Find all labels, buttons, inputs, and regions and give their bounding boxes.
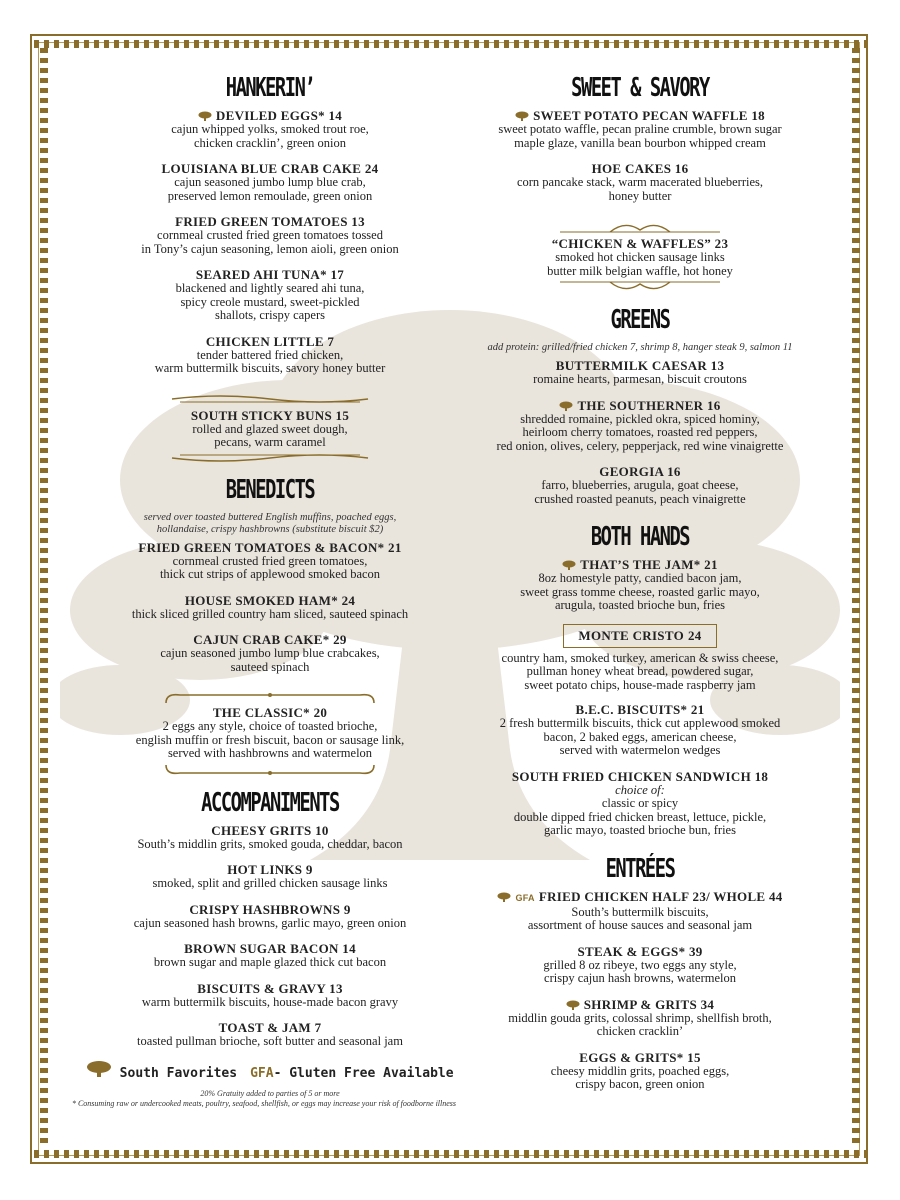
item-description: arugula, toasted brioche bun, fries	[554, 598, 726, 612]
item-description: tender battered fried chicken,	[196, 347, 344, 362]
item-description: preserved lemon remoulade, green onion	[167, 188, 373, 203]
item-description: honey butter	[608, 188, 672, 203]
menu-item	[450, 997, 830, 1039]
item-description: warm buttermilk biscuits, house-made bacon gravy	[141, 994, 399, 1009]
legend-south-favorites: South Favorites	[119, 1065, 238, 1081]
item-description: served with hashbrowns and watermelon	[167, 746, 373, 760]
item-name: LOUISIANA BLUE CRAB CAKE	[161, 161, 362, 176]
item-description: bacon, 2 baked eggs, american cheese,	[543, 729, 737, 744]
item-name: FRIED GREEN TOMATOES	[175, 214, 348, 229]
item-description: thick cut strips of applewood smoked bacon	[159, 567, 381, 581]
item-name: “CHICKEN & WAFFLES”	[551, 236, 712, 251]
item-price: 9	[305, 862, 313, 877]
item-description: maple glaze, vanilla bean bourbon whipped cream	[514, 135, 766, 150]
item-description: spicy creole mustard, sweet-pickled	[180, 294, 360, 309]
item-price: 39	[688, 943, 703, 959]
item-choice: choice of:	[615, 782, 665, 797]
featured-box-chicken-waffles	[450, 214, 830, 300]
item-description: garlic mayo, toasted brioche bun, fries	[544, 823, 736, 837]
item-description: sweet potato chips, house-made raspberry jam	[524, 677, 756, 692]
left-column	[71, 68, 460, 1109]
item-price: 9	[343, 901, 351, 917]
item-description: english muffin or fresh biscuit, bacon or sausage link,	[135, 732, 405, 747]
menu-item	[450, 769, 830, 838]
both-hands-list-2	[450, 702, 830, 838]
item-price: 7	[327, 333, 335, 349]
item-description: sweet grass tomme cheese, roasted garlic mayo,	[520, 584, 760, 599]
ornament-divider-top	[170, 393, 370, 405]
item-description: thick sliced grilled country ham sliced, sauteed spinach	[131, 606, 409, 621]
item-price: 7	[314, 1020, 322, 1035]
menu-item	[80, 267, 460, 323]
featured-box-sticky-buns	[80, 387, 460, 470]
item-name: GEORGIA	[599, 464, 664, 479]
gratuity-note: 20% Gratuity added to parties of 5 or more	[200, 1088, 340, 1098]
section-title-both-hands: BOTH HANDS	[590, 522, 690, 552]
border-trim-top	[34, 40, 866, 48]
menu-item	[80, 540, 460, 582]
border-trim-left	[40, 48, 48, 1148]
item-description: romaine hearts, parmesan, biscuit croutons	[533, 372, 747, 386]
item-description: 2 eggs any style, choice of toasted brioche,	[162, 719, 378, 733]
sweet-savory-list	[450, 108, 830, 203]
menu-item	[450, 398, 830, 454]
accompaniments-list	[80, 823, 460, 1049]
item-name: THE SOUTHERNER	[577, 397, 704, 413]
menu-item	[80, 941, 460, 970]
menu-item	[450, 236, 830, 278]
item-price: 16	[674, 161, 689, 176]
item-description: sauteed spinach	[230, 659, 310, 674]
item-description: cajun whipped yolks, smoked trout roe,	[171, 122, 369, 136]
benedicts-note	[80, 512, 460, 536]
item-description: shredded romaine, pickled okra, spiced hominy,	[520, 411, 760, 426]
menu-item	[450, 358, 830, 387]
menu-item	[80, 902, 460, 931]
item-name: HOE CAKES	[591, 161, 672, 176]
section-title-benedicts: BENEDICTS	[225, 474, 315, 505]
menu-item	[80, 823, 460, 852]
item-description: cajun seasoned hash browns, garlic mayo, green onion	[133, 915, 407, 930]
menu-item	[450, 108, 830, 150]
item-price: 24	[341, 592, 356, 608]
item-description: double dipped fried chicken breast, lettuce, pickle,	[513, 809, 767, 824]
item-description: middlin gouda grits, colossal shrimp, shellfish broth,	[508, 1010, 772, 1025]
menu-item	[80, 408, 460, 450]
ornament-frame-top	[160, 691, 380, 705]
item-price: 15	[687, 1049, 701, 1065]
note-line: add protein: grilled/fried chicken 7, shrimp 8, hanger steak 9, salmon 11	[487, 342, 793, 353]
note-line: served over toasted buttered English muffins, poached eggs,	[143, 511, 397, 523]
item-price: 23/ WHOLE 44	[692, 888, 783, 904]
scroll-ornament-top	[550, 220, 730, 236]
item-description: smoked, split and grilled chicken sausage links	[152, 876, 388, 890]
item-name: THE CLASSIC*	[212, 705, 310, 720]
south-favorite-tree-icon	[497, 892, 511, 902]
section-title-entrees: ENTRÉES	[605, 853, 675, 884]
item-name: SWEET POTATO PECAN WAFFLE	[533, 108, 748, 123]
item-name: CAJUN CRAB CAKE*	[193, 632, 330, 647]
menu-item	[80, 1020, 460, 1049]
both-hands-list	[450, 557, 830, 613]
hankerin-list	[80, 108, 460, 376]
item-price: 16	[667, 464, 681, 479]
item-description: pullman honey wheat bread, powdered sugar,	[526, 664, 754, 678]
item-description: crushed roasted peanuts, peach vinaigrette	[534, 491, 746, 506]
item-price: 18	[754, 768, 769, 784]
greens-list	[450, 358, 830, 506]
item-name: BROWN SUGAR BACON	[184, 941, 339, 956]
item-name: CRISPY HASHBROWNS	[189, 901, 341, 917]
item-description: classic or spicy	[601, 796, 679, 810]
item-description: blackened and lightly seared ahi tuna,	[175, 281, 365, 295]
south-favorite-tree-icon	[566, 1000, 580, 1010]
menu-item	[80, 632, 460, 674]
menu-item	[80, 862, 460, 891]
item-price: 16	[706, 397, 721, 413]
ornament-frame-bottom	[160, 763, 380, 777]
menu-item	[450, 889, 830, 933]
menu-item	[450, 1050, 830, 1092]
item-name: BUTTERMILK CAESAR	[555, 358, 708, 373]
item-price: 15	[335, 407, 350, 423]
south-favorite-tree-icon	[198, 111, 212, 121]
gfa-tag: GFA	[515, 892, 535, 903]
menu-item	[80, 108, 460, 150]
legend	[80, 1060, 460, 1081]
item-name: TOAST & JAM	[218, 1020, 311, 1035]
item-name: B.E.C. BISCUITS*	[575, 702, 688, 717]
item-description: sweet potato waffle, pecan praline crumble, brown sugar	[498, 122, 782, 136]
item-name: FRIED CHICKEN HALF	[538, 888, 689, 904]
item-description: farro, blueberries, arugula, goat cheese,	[541, 478, 739, 492]
menu-item	[80, 214, 460, 256]
item-name: MONTE CRISTO	[578, 627, 684, 643]
item-name: SOUTH STICKY BUNS	[190, 407, 332, 423]
item-price: 14	[342, 941, 356, 956]
item-description: crispy cajun hash browns, watermelon	[544, 971, 736, 985]
item-price: 21	[388, 539, 402, 555]
item-price: 24	[364, 161, 379, 176]
ornament-divider-bottom	[170, 452, 370, 464]
south-favorite-tree-icon	[559, 401, 573, 411]
entrees-list	[450, 889, 830, 1092]
section-title-greens: GREENS	[610, 305, 670, 335]
menu-item	[450, 557, 830, 613]
item-description: cornmeal crusted fried green tomatoes,	[172, 553, 368, 568]
menu-item	[80, 334, 460, 376]
item-description: rolled and glazed sweet dough,	[192, 421, 348, 436]
menu-item	[450, 464, 830, 506]
item-description: red onion, olives, celery, pepperjack, red wine vinaigrette	[496, 438, 784, 453]
item-description: butter milk belgian waffle, hot honey	[547, 263, 733, 278]
item-price: 18	[751, 108, 765, 123]
item-description: 2 fresh buttermilk biscuits, thick cut applewood smoked	[499, 716, 781, 730]
item-description: brown sugar and maple glazed thick cut bacon	[153, 955, 387, 969]
item-name: BISCUITS & GRAVY	[197, 980, 326, 996]
item-price: 23	[714, 236, 729, 251]
menu-item	[80, 981, 460, 1010]
item-name: THAT’S THE JAM*	[580, 557, 701, 572]
item-name: STEAK & EGGS*	[577, 943, 686, 959]
item-description: corn pancake stack, warm macerated blueberries,	[516, 175, 764, 189]
item-price: 14	[328, 108, 343, 123]
right-column	[450, 68, 830, 1103]
item-description: cornmeal crusted fried green tomatoes tossed	[157, 228, 383, 242]
item-price: 13	[710, 358, 725, 373]
item-name: EGGS & GRITS*	[579, 1049, 684, 1065]
menu-item	[450, 944, 830, 986]
item-description: served with watermelon wedges	[559, 743, 721, 757]
item-description: South’s buttermilk biscuits,	[571, 904, 709, 919]
item-price: 21	[690, 702, 705, 717]
item-description: cajun seasoned jumbo lump blue crab,	[174, 175, 366, 189]
item-name: FRIED GREEN TOMATOES & BACON*	[138, 539, 385, 555]
consumer-advisory: * Consuming raw or undercooked meats, poultry, seafood, shellfish, or eggs may increase your risk of foodborne illness	[71, 1098, 457, 1108]
item-description: cheesy middlin grits, poached eggs,	[550, 1063, 730, 1078]
item-price: 29	[333, 632, 347, 647]
item-description: grilled 8 oz ribeye, two eggs any style,	[543, 957, 737, 972]
item-name: SHRIMP & GRITS	[583, 996, 698, 1012]
note-line: hollandaise, crispy hashbrowns (substitute biscuit $2)	[156, 523, 384, 535]
south-favorite-tree-icon	[515, 111, 529, 121]
item-name: HOUSE SMOKED HAM*	[184, 592, 338, 608]
menu-item	[80, 593, 460, 622]
item-name: CHICKEN LITTLE	[205, 333, 324, 349]
scroll-ornament-bottom	[550, 278, 730, 294]
featured-box-monte-cristo	[450, 624, 830, 693]
item-price: 34	[700, 996, 715, 1012]
item-name: DEVILED EGGS*	[215, 108, 325, 123]
item-name: HOT LINKS	[227, 862, 303, 877]
section-title-hankerin: HANKERIN’	[225, 73, 315, 103]
item-description: smoked hot chicken sausage links	[555, 250, 725, 264]
item-description: South’s middlin grits, smoked gouda, cheddar, bacon	[137, 836, 403, 851]
item-description: shallots, crispy capers	[214, 308, 326, 322]
item-description: assortment of house sauces and seasonal jam	[527, 918, 753, 932]
item-price: 13	[351, 214, 365, 229]
item-description: warm buttermilk biscuits, savory honey butter	[154, 361, 386, 375]
menu-item	[80, 705, 460, 761]
menu-item	[450, 702, 830, 758]
item-description: pecans, warm caramel	[214, 435, 326, 449]
item-name: SEARED AHI TUNA*	[195, 267, 327, 282]
benedicts-list	[80, 540, 460, 675]
item-description: heirloom cherry tomatoes, roasted red peppers,	[522, 425, 758, 439]
item-description: cajun seasoned jumbo lump blue crabcakes,	[160, 646, 380, 660]
legend-gluten-free: - Gluten Free Available	[273, 1065, 454, 1081]
item-description: toasted pullman brioche, soft butter and seasonal jam	[137, 1034, 403, 1048]
item-description: chicken cracklin’	[596, 1024, 684, 1038]
item-price: 17	[330, 267, 345, 282]
item-name: SOUTH FRIED CHICKEN SANDWICH	[511, 768, 751, 784]
item-description: 8oz homestyle patty, candied bacon jam,	[538, 571, 742, 585]
menu-item	[450, 161, 830, 203]
featured-box-the-classic	[80, 685, 460, 783]
item-price: 10	[315, 822, 329, 838]
menu-item	[80, 161, 460, 203]
border-trim-right	[852, 48, 860, 1148]
greens-note	[450, 342, 830, 354]
section-title-accompaniments: ACCOMPANIMENTS	[201, 787, 339, 818]
south-favorite-tree-icon	[562, 560, 576, 570]
item-price: 13	[329, 980, 343, 996]
item-description: crispy bacon, green onion	[575, 1077, 705, 1091]
item-description: country ham, smoked turkey, american & swiss cheese,	[501, 650, 779, 665]
item-description: in Tony’s cajun seasoning, lemon aioli, green onion	[141, 241, 399, 256]
item-description: chicken cracklin’, green onion	[193, 135, 346, 150]
item-name: CHEESY GRITS	[211, 822, 312, 838]
border-trim-bottom	[34, 1150, 866, 1158]
item-price: 21	[704, 557, 718, 572]
section-title-sweet-savory: SWEET & SAVORY	[571, 73, 709, 103]
item-price: 20	[313, 705, 328, 720]
south-favorite-tree-icon	[86, 1060, 112, 1078]
item-price: 24	[687, 627, 702, 643]
legend-gfa-tag: GFA	[250, 1065, 274, 1081]
